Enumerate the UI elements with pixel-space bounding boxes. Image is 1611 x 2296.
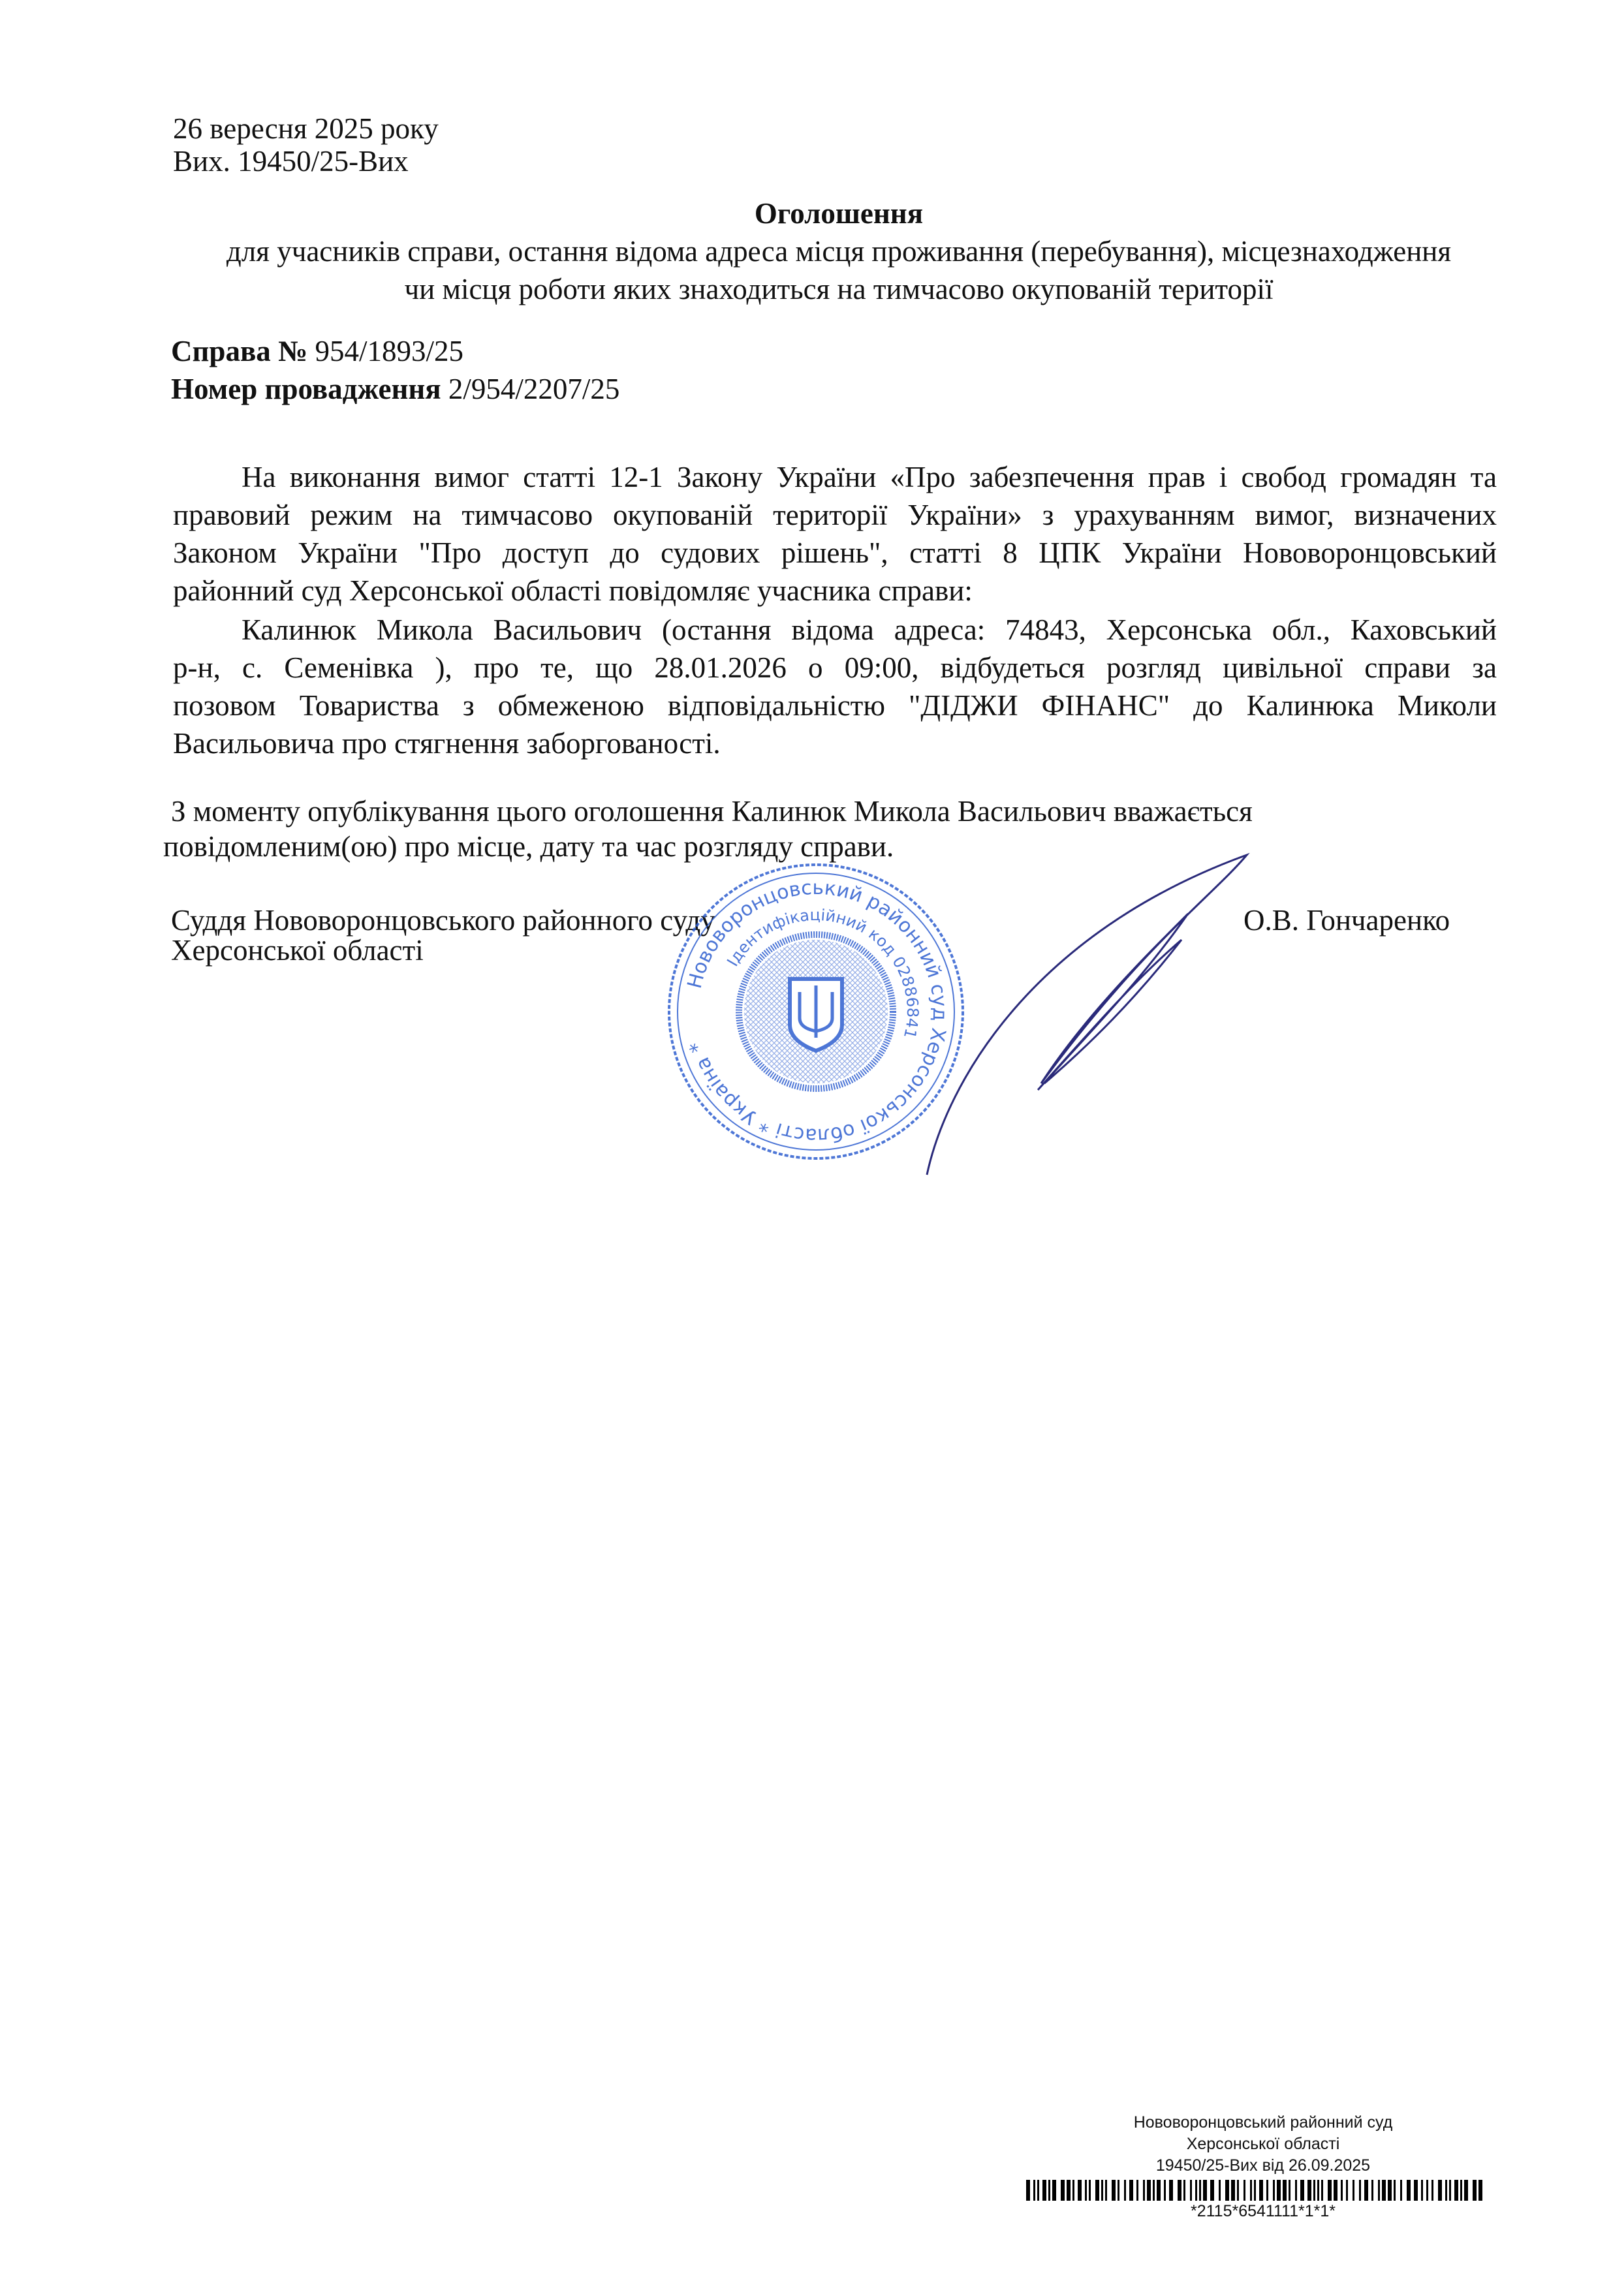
stamp-outer-text: Нововоронцовський районний суд Херсонської області * Україна * (683, 876, 952, 1147)
barcode-bar (1382, 2180, 1386, 2201)
barcode-bar (1124, 2180, 1126, 2201)
barcode-bar (1307, 2180, 1311, 2201)
barcode-bar (1203, 2180, 1207, 2201)
proceeding-label: Номер провадження (171, 373, 441, 405)
paragraph2-line: позовом Товариства з обмеженою відповідальністю "ДІДЖИ ФІНАНС" до Калинюка Миколи (173, 689, 1497, 722)
barcode-bar (1157, 2180, 1161, 2201)
paragraph1-line: районний суд Херсонської області повідомляє учасника справи: (173, 574, 973, 607)
barcode-bar (1407, 2180, 1411, 2201)
barcode-bar (1231, 2180, 1235, 2201)
barcode-bar (1072, 2180, 1074, 2201)
barcode-bar (1164, 2180, 1166, 2201)
barcode-bar (1237, 2180, 1239, 2201)
proceeding-number-line (171, 373, 619, 405)
barcode-bar (1364, 2180, 1368, 2201)
barcode-bar (1449, 2180, 1451, 2201)
proceeding-number: 2/954/2207/25 (448, 373, 620, 405)
barcode-bar (1199, 2180, 1201, 2201)
subtitle-line-2: чи місця роботи яких знаходиться на тимчасово окупованій території (404, 273, 1274, 305)
document-date: 26 вересня 2025 року (173, 112, 439, 145)
footer-court: Нововоронцовський районний суд (1133, 2113, 1393, 2132)
judge-signature (907, 848, 1260, 1188)
barcode-bar (1178, 2180, 1181, 2201)
case-number: 954/1893/25 (315, 335, 463, 367)
barcode-bar (1085, 2180, 1087, 2201)
barcode-bar (1259, 2180, 1263, 2201)
barcode-bar (1266, 2180, 1268, 2201)
paragraph1-line: правовий режим на тимчасово окупованій території України» з урахуванням вимог, визначених (173, 499, 1497, 531)
barcode-bar (1147, 2180, 1151, 2201)
barcode-bar (1295, 2180, 1297, 2201)
subtitle-line-1: для учасників справи, остання відома адреса місця проживання (перебування), місцезнаходження (226, 235, 1452, 268)
barcode-bar (1052, 2180, 1056, 2201)
barcode-bar (1112, 2180, 1116, 2201)
barcode-bar (1346, 2180, 1348, 2201)
barcode-bar (1283, 2180, 1287, 2201)
barcode-bar (1277, 2180, 1281, 2201)
paragraph2-line: Калинюк Микола Васильович (остання відома адреса: 74843, Херсонська обл., Каховський (242, 613, 1497, 646)
barcode-bar (1095, 2180, 1099, 2201)
barcode (1026, 2180, 1491, 2201)
barcode-bar (1048, 2180, 1050, 2201)
barcode-bar (1421, 2180, 1423, 2201)
barcode-bar (1359, 2180, 1361, 2201)
barcode-bar (1454, 2180, 1458, 2201)
footer-registration: 19450/25-Вих від 26.09.2025 (1155, 2156, 1371, 2175)
paragraph1-line: Законом України "Про доступ до судових рішень", статті 8 ЦПК України Нововоронцовський (173, 536, 1497, 569)
case-label: Справа № (171, 335, 308, 367)
judge-position-line-2: Херсонської області (171, 934, 424, 967)
barcode-bar (1078, 2180, 1082, 2201)
barcode-bar (1371, 2180, 1373, 2201)
barcode-bar (1190, 2180, 1192, 2201)
barcode-bar (1300, 2180, 1304, 2201)
barcode-bar (1143, 2180, 1145, 2201)
barcode-bar (1341, 2180, 1343, 2201)
barcode-bar (1183, 2180, 1185, 2201)
barcode-bar (1445, 2180, 1447, 2201)
barcode-bar (1061, 2180, 1065, 2201)
barcode-bar (1067, 2180, 1071, 2201)
barcode-bar (1473, 2180, 1477, 2201)
paragraph3-line: повідомленим(ою) про місце, дату та час розгляду справи. (163, 830, 894, 863)
barcode-bar (1129, 2180, 1133, 2201)
barcode-bar (1414, 2180, 1418, 2201)
judge-position-line-1: Суддя Нововоронцовського районного суду (171, 904, 715, 937)
barcode-bar (1378, 2180, 1380, 2201)
paragraph1-line: На виконання вимог статті 12-1 Закону України «Про забезпечення прав і свобод громадян та (242, 461, 1497, 493)
barcode-bar (1478, 2180, 1482, 2201)
barcode-bar (1153, 2180, 1155, 2201)
barcode-bar (1321, 2180, 1323, 2201)
barcode-bar (1313, 2180, 1315, 2201)
footer-region: Херсонської області (1186, 2135, 1340, 2153)
barcode-bar (1118, 2180, 1119, 2201)
paragraph2-line: р-н, с. Семенівка ), про те, що 28.01.2026 о 09:00, відбудеться розгляд цивільної справи за (173, 651, 1497, 684)
barcode-bar (1273, 2180, 1275, 2201)
paragraph3-line: З моменту опублікування цього оголошення Калинюк Микола Васильович вважається (171, 795, 1253, 828)
barcode-bar (1400, 2180, 1402, 2201)
barcode-bar (1169, 2180, 1173, 2201)
barcode-bar (1254, 2180, 1256, 2201)
barcode-bar (1033, 2180, 1035, 2201)
barcode-bar (1105, 2180, 1107, 2201)
barcode-bar (1438, 2180, 1442, 2201)
barcode-bar (1250, 2180, 1252, 2201)
barcode-bar (1243, 2180, 1245, 2201)
barcode-bar (1225, 2180, 1229, 2201)
barcode-bar (1353, 2180, 1354, 2201)
case-number-line (171, 335, 463, 367)
barcode-bar (1394, 2180, 1396, 2201)
document-title: Оголошення (754, 197, 924, 230)
barcode-bar (1026, 2180, 1030, 2201)
barcode-bar (1289, 2180, 1290, 2201)
barcode-bar (1042, 2180, 1046, 2201)
barcode-bar (1210, 2180, 1214, 2201)
barcode-bar (1136, 2180, 1138, 2201)
paragraph2-line: Васильовича про стягнення заборгованості. (173, 727, 721, 760)
barcode-bar (1037, 2180, 1039, 2201)
barcode-bar (1334, 2180, 1337, 2201)
outgoing-number: Вих. 19450/25-Вих (173, 145, 409, 178)
judge-name: О.В. Гончаренко (1243, 904, 1450, 937)
barcode-bar (1388, 2180, 1392, 2201)
stamp-inner-text: Ідентифікаційний код 02886841 (723, 905, 922, 1041)
barcode-bar (1195, 2180, 1197, 2201)
barcode-bar (1089, 2180, 1091, 2201)
barcode-text: *2115*6541111*1*1* (1191, 2202, 1336, 2220)
barcode-bar (1426, 2180, 1428, 2201)
barcode-bar (1101, 2180, 1103, 2201)
barcode-bar (1460, 2180, 1462, 2201)
barcode-bar (1431, 2180, 1433, 2201)
barcode-bar (1328, 2180, 1332, 2201)
barcode-bar (1464, 2180, 1468, 2201)
barcode-bar (1317, 2180, 1319, 2201)
barcode-bar (1219, 2180, 1221, 2201)
